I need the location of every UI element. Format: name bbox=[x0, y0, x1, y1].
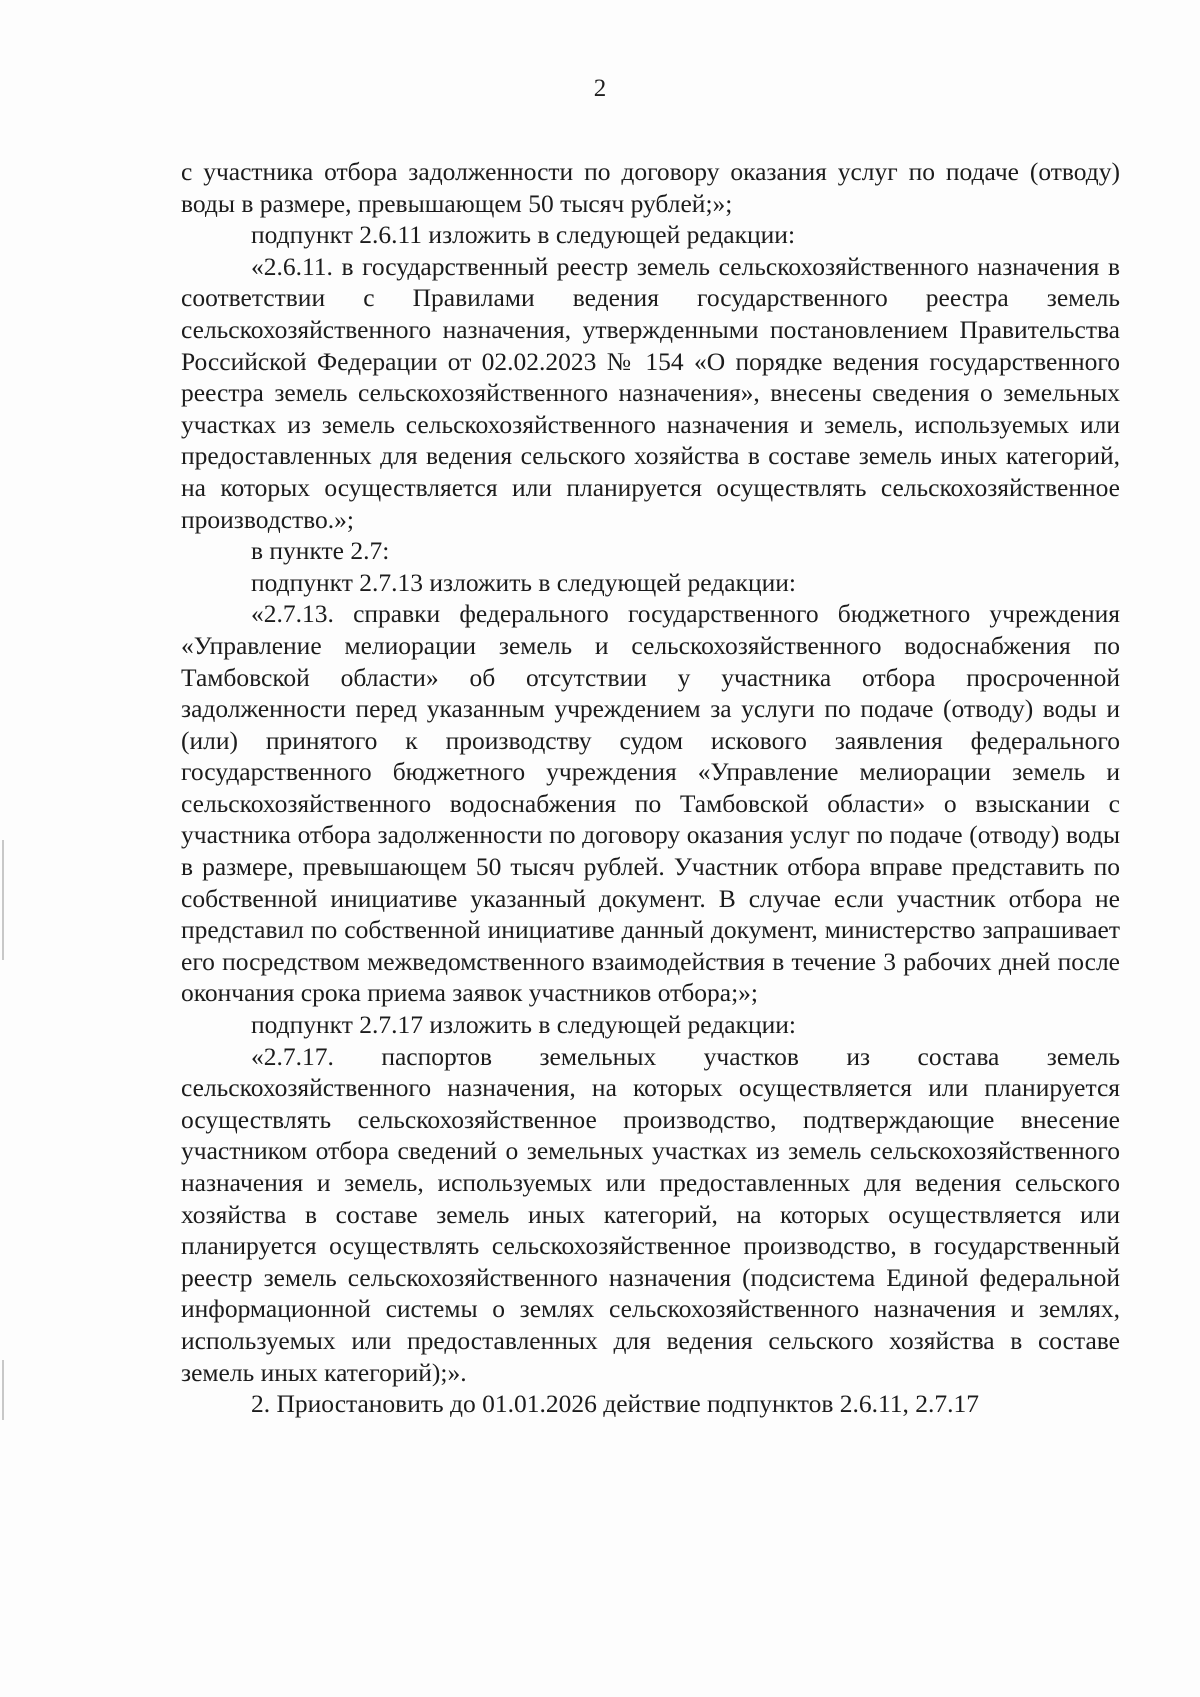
paragraph-subclause-2-7-17-text: «2.7.17. паспортов земельных участков из состава земель сельскохозяйственного назначения, на которых осуществляется или планируется осуществлять сельскохозяйственное производство, подтверждающие внесение участником отбора сведений о земельных участках из земель сельскохозяйственного назначения и земель, используемых или предоставленных для ведения сельского хозяйства в составе земель иных категорий, на которых осуществляется или планируется осуществлять сельскохозяйственное производство, в государственный реестр земель сельскохозяйственного назначения (подсистема Единой федеральной информационной системы о землях сельскохозяйственного назначения и землях, используемых или предоставленных для ведения сельского хозяйства в составе земель иных категорий);». bbox=[181, 1041, 1120, 1387]
paragraph-subclause-2-7-13-text: «2.7.13. справки федерального государственного бюджетного учреждения «Управление мелиорации земель и сельскохозяйственного водоснабжения по Тамбовской области» об отсутствии у участника отбора просроченной задолженности перед указанным учреждением за услуги по подаче (отводу) воды и (или) принятого к производству судом искового заявления федерального государственного бюджетного учреждения «Управление мелиорации земель и сельскохозяйственного водоснабжения по Тамбовской области» о взыскании с участника отбора задолженности по договору оказания услуг по подаче (отводу) воды в размере, превышающем 50 тысяч рублей. Участник отбора вправе представить по собственной инициативе указанный документ. В случае если участник отбора не представил по собственной инициативе данный документ, министерство запрашивает его посредством межведомственного взаимодействия в течение 3 рабочих дней после окончания срока приема заявок участников отбора;»; bbox=[181, 599, 1120, 1008]
document-body bbox=[181, 156, 1120, 1420]
paragraph-subclause-2-6-11-intro: подпункт 2.6.11 изложить в следующей редакции: bbox=[251, 220, 796, 250]
paragraph-subclause-2-7-17-intro: подпункт 2.7.17 изложить в следующей редакции: bbox=[251, 1010, 796, 1040]
paragraph-item-2: 2. Приостановить до 01.01.2026 действие подпунктов 2.6.11, 2.7.17 bbox=[251, 1389, 980, 1419]
paragraph-subclause-2-7-13-intro: подпункт 2.7.13 изложить в следующей редакции: bbox=[251, 567, 796, 597]
scan-edge-mark bbox=[2, 1360, 4, 1420]
paragraph-subclause-2-6-11-text: «2.6.11. в государственный реестр земель сельскохозяйственного назначения в соответствии с Правилами ведения государственного реестра земель сельскохозяйственного назначения, утвержденными постановлением Правительства Российской Федерации от 02.02.2023 № 154 «О порядке ведения государственного реестра земель сельскохозяйственного назначения», внесены сведения о земельных участках из земель сельскохозяйственного назначения и земель, используемых или предоставленных для ведения сельского хозяйства в составе земель иных категорий, на которых осуществляется или планируется осуществлять сельскохозяйственное производство.»; bbox=[181, 251, 1120, 534]
page-number: 2 bbox=[593, 75, 607, 102]
paragraph-clause-2-7-intro: в пункте 2.7: bbox=[251, 536, 390, 566]
paragraph-continuation: с участника отбора задолженности по договору оказания услуг по подаче (отводу) воды в размере, превышающем 50 тысяч рублей;»; bbox=[181, 157, 1120, 218]
scan-edge-mark bbox=[2, 840, 4, 960]
